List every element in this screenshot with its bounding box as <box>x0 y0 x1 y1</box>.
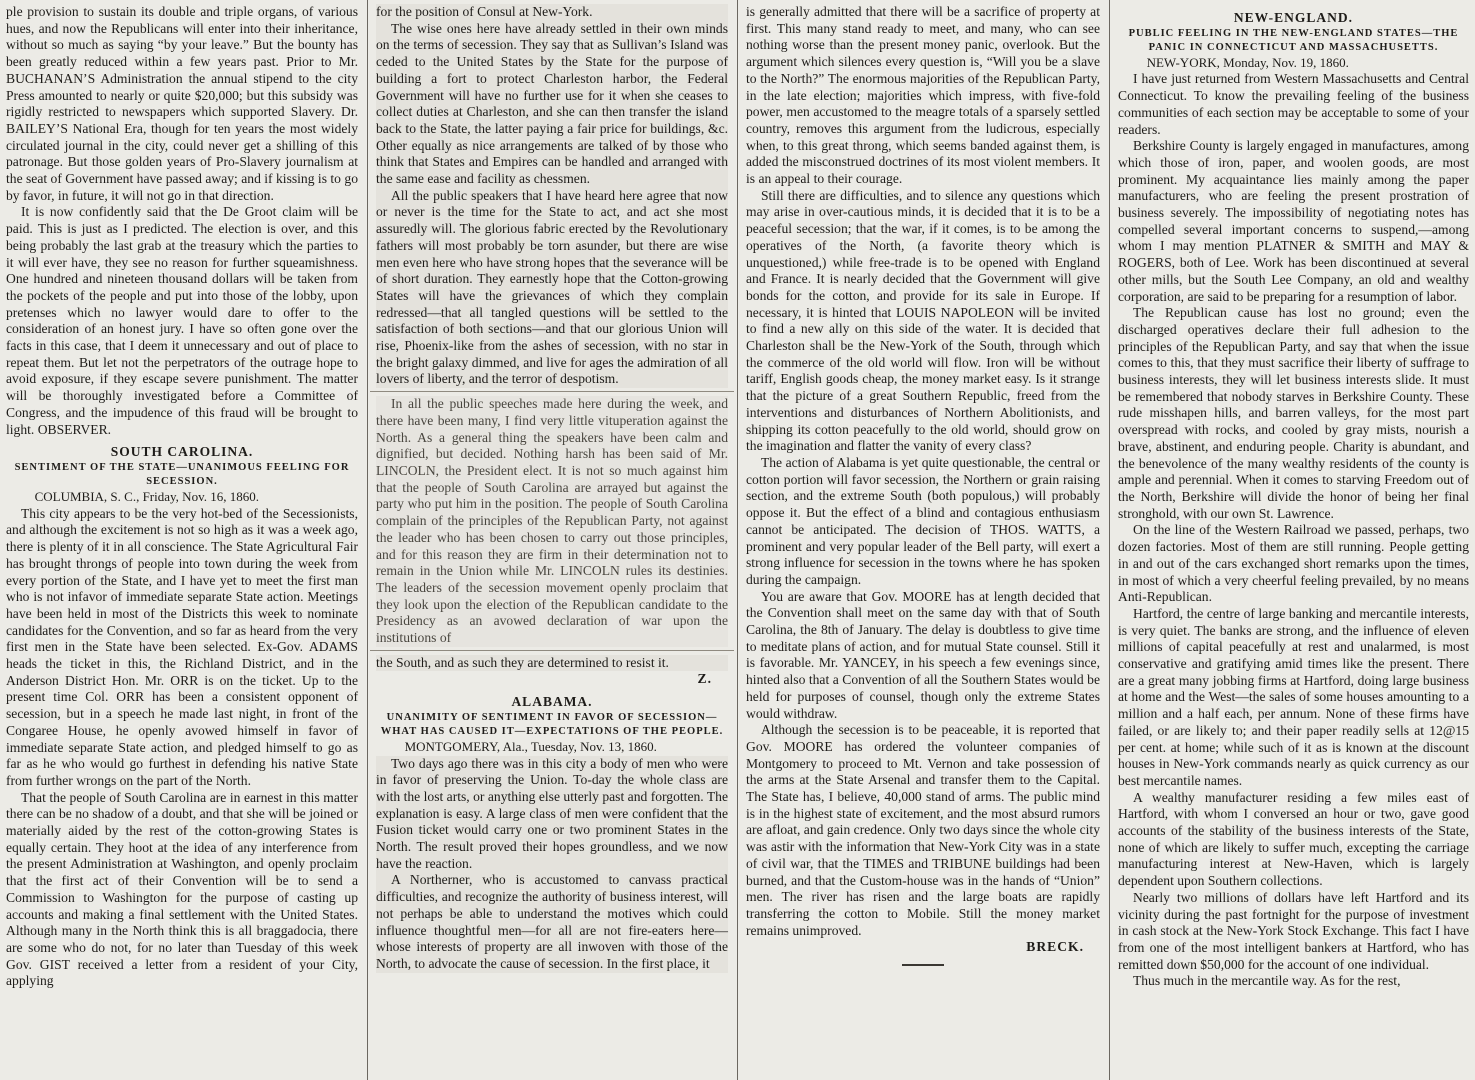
paragraph: The Republican cause has lost no ground; even the discharged operatives declare their full adhesion to the principles of the Republican Party, and say that when the issue comes to this, that they must sacrifice their liberty of suffrage to business interests, they will let business interests slide. It must be remembered that nobody starves in Berkshire County. These rude misshapen hills, and barren valleys, for the most part overspread with rocks, and cooled by gray mists, nourish a brave, abstinent, and enduring people. Charity is abundant, and the benevolence of the many wealthy residents of the county is ample and perennial. When it comes to starving Freedom out of the North, Berkshire will divide the honor of being her final stronghold, with our own St. Lawrence. <box>1118 305 1469 521</box>
section-subheadline: PUBLIC FEELING IN THE NEW-ENGLAND STATES—THE PANIC IN CONNECTICUT AND MASSACHUSETTS. <box>1128 27 1459 53</box>
paragraph: Although the secession is to be peaceable, it is reported that Gov. MOORE has ordered the volunteer companies of Montgomery to proceed to Mt. Vernon and take possession of the arms at the State Arsenal and transfer them to the Capital. The State has, I believe, 40,000 stand of arms. The public mind is in the highest state of excitement, and the most absurd rumors are afloat, and gain credence. Only two days since the whole city was astir with the information that New-York City was in a state of civil war, that the TIMES and TRIBUNE buildings had been burned, and that the Custom-house was in the hands of “Union” men. The river has risen and the large boats are rapidly transferring the cotton to Mobile. Still the money market remains unimproved. <box>746 722 1100 938</box>
section-headline: SOUTH CAROLINA. <box>110 444 254 460</box>
paragraph: the South, and as such they are determined to resist it. <box>376 655 728 672</box>
clipping-seam <box>370 391 734 392</box>
paragraph: That the people of South Carolina are in earnest in this matter there can be no shadow of a doubt, and that she will be joined or materially aided by the rest of the cotton-growing States is equally certain. They hoot at the idea of any interference from the present Administration at Washington, and openly proclaim that the first act of their Convention will be to send a Commission to Washington for the purpose of casting up accounts and making a final settlement with the United States. Although many in the North think this is all braggadocia, there are some who do not, for no later than Tuesday of this week Gov. GIST received a letter from a resident of your City, applying <box>6 789 358 989</box>
paragraph: The wise ones here have already settled in their own minds on the terms of secession. They say that as Sullivan’s Island was ceded to the United States by the State for the purpose of building a fort to protect Charleston harbor, the Federal Government will have no further use for it when she ceases to collect duties at Charleston, and she can then transfer the island back to the State, the latter paying a fair price for buildings, &c. Other equally as nice arrangements are talked of by those who think that States and Empires can be handled and arranged with the same ease and facility as chessmen. <box>376 20 728 187</box>
column-rule-1 <box>367 0 368 1080</box>
signature: Z. <box>697 671 712 687</box>
paragraph: is generally admitted that there will be a sacrifice of property at first. This many stand ready to meet, and many, who can see nothing worse than the present money panic, overlook. But the argument which silences every question is, “Will you be a slave to the North?” The enormous majorities of the Republican Party, in the late election; majorities which impress, with five-fold power, men accustomed to the meagre totals of a sparsely settled country, removes this argument from the ludicrous, especially when, to this great throng, which seems banded against them, is added the misconstrued doctrines of its most violent members. It is an appeal to their courage. <box>746 4 1100 187</box>
paragraph: A Northerner, who is accustomed to canvass practical difficulties, and recognize the authority of business interest, will not perhaps be able to understand the motives which could influence thoughtful men—for all are not fire-eaters here—whose interests of property are all inwoven with those of the North, to advocate the cause of secession. In the first place, it <box>376 872 728 971</box>
dateline: COLUMBIA, S. C., Friday, Nov. 16, 1860. <box>34 488 259 504</box>
paragraph: for the position of Consul at New-York. <box>376 4 728 21</box>
clipping-seam <box>370 650 734 651</box>
paragraph: I have just returned from Western Massachusetts and Central Connecticut. To know the prevailing feeling of the business communities of each section may be acceptable to some of your readers. <box>1118 71 1469 137</box>
dateline: NEW-YORK, Monday, Nov. 19, 1860. <box>1146 54 1349 70</box>
column-1 <box>0 0 364 1080</box>
section-divider <box>902 964 944 966</box>
signature: BRECK. <box>1026 939 1084 955</box>
paragraph: Thus much in the mercantile way. As for the rest, <box>1132 973 1401 989</box>
dateline: MONTGOMERY, Ala., Tuesday, Nov. 13, 1860. <box>404 738 657 754</box>
section-subheadline: UNANIMITY OF SENTIMENT IN FAVOR OF SECESSION—WHAT HAS CAUSED IT—EXPECTATIONS OF THE PEOPLE. <box>380 711 724 737</box>
paragraph: You are aware that Gov. MOORE has at length decided that the Convention shall meet on the same day with that of South Carolina, the 8th of January. The delay is doubtless to give time to meditate plans of action, and for mutual State counsel. Still it is favorable. Mr. YANCEY, in his speech a few evenings since, hinted also that a Convention of all the Southern States would be held for purposes of counsel, though only the extreme States would withdraw. <box>746 588 1100 721</box>
paragraph: Two days ago there was in this city a body of men who were in favor of preserving the Union. To-day the whole class are with the lost arts, or anything else utterly past and forgotten. The explanation is easy. A large class of men were confident that the Fusion ticket would carry one or two prominent States in the North. The result proved their hopes groundless, and we now have the reaction. <box>376 755 728 871</box>
column-3 <box>740 0 1106 1080</box>
column-rule-2 <box>737 0 738 1080</box>
section-headline: ALABAMA. <box>511 694 593 710</box>
column-4 <box>1112 0 1475 1080</box>
paragraph: Berkshire County is largely engaged in manufactures, among which those of iron, paper, and woolen goods, are most prominent. My acquaintance lies mainly among the paper manufacturers, who are feeling the present prostration of business severely. The impossibility of negotiating notes has compelled several important concerns to suspend,—among whom I may mention PLATNER & SMITH and MAY & ROGERS, both of Lee. Work has been discontinued at several other mills, but the South Lee Company, an old and wealthy corporation, are said to be preparing for a resumption of labor. <box>1118 138 1469 304</box>
section-subheadline: SENTIMENT OF THE STATE—UNANIMOUS FEELING FOR SECESSION. <box>14 461 350 487</box>
paragraph: On the line of the Western Railroad we passed, perhaps, two dozen factories. Most of them are still running. People getting in and out of the cars exchanged short remarks upon the times, in most of which a very cheerful feeling prevailed, by no means Anti-Republican. <box>1118 522 1469 605</box>
paragraph: The action of Alabama is yet quite questionable, the central or cotton portion will favor secession, the Northern or grain raising section, and the extreme South (both populous,) will probably oppose it. But the effect of a blind and contagious enthusiasm cannot be anticipated. The decision of THOS. WATTS, a prominent and very popular leader of the Bell party, will exert a strong influence for secession in the towns where he has spoken during the campaign. <box>746 454 1100 587</box>
paragraph: ple provision to sustain its double and triple organs, of various hues, and now the Republicans will enter into their inheritance, without so much as saying “by your leave.” But the bounty has been greatly reduced within a few years past. Prior to Mr. BUCHANAN’S Administration the annual stipend to the city Press amounted to nearly or quite $20,000; but this subsidy was rigidly restricted to newspapers which supported Slavery. Dr. BAILEY’S National Era, though for ten years the most widely circulated journal in the city, could never get a shilling of this patronage. But those golden years of Pro-Slavery journalism at the seat of Government have passed away; and if kissing is to go by favor, in future, it will not go in that direction. <box>6 4 358 203</box>
section-headline: NEW-ENGLAND. <box>1233 10 1354 25</box>
paragraph: Still there are difficulties, and to silence any questions which may arise in over-cautious minds, it is decided that it is to be a peaceful secession; that the war, if it comes, is to be among the operatives of the North, (a favorite theory which is unquestioned,) while free-trade is to be opened with England and France. It is nearly decided that the Government will give bonds for the cotton, and provide for its sale in Europe. If necessary, it is hinted that LOUIS NAPOLEON will be invited to find a new ally on this side of the water. It is decided that Charleston shall be the New-York of the South, through which the commerce of the old world will flow. Iron will be without tariff, English goods cheap, the money market easy. Is it strange that the picture of a great Southern Republic, freed from the interventions and disturbances of Northern Abolitionists, and shipping its cotton peacefully to the old world, should grow on the imagination and flatter the vanity of every class? <box>746 187 1100 454</box>
paragraph: In all the public speeches made here during the week, and there have been many, I find very little vituperation against the North. As a general thing the speakers have been calm and dignified, but decided. Nothing harsh has been said of Mr. LINCOLN, the President elect. It is not so much against him that the people of South Carolina are arrayed but against the party who put him in the position. The people of South Carolina complain of the principles of the Republican Party, not against the leader who has been chosen to carry out those principles, and for this reason they are firm in their determination not to remain in the Union while Mr. LINCOLN rules its destinies. The leaders of the secession movement openly proclaim that they look upon the election of the Republican candidate to the Presidency as an avowed declaration of war upon the institutions of <box>376 396 728 646</box>
paragraph: Nearly two millions of dollars have left Hartford and its vicinity during the past fortnight for the purpose of investment in cash stock at the New-York Stock Exchange. This fact I have from one of the most intelligent bankers at Hartford, who has remitted down $50,000 for the account of one individual. <box>1118 889 1469 972</box>
column-rule-3 <box>1109 0 1110 1080</box>
paragraph: Hartford, the centre of large banking and mercantile interests, is very quiet. The banks are strong, and the influence of eleven millions of capital peacefully at rest and unalarmed, is most conservative and gratifying amid times like the present. There are a great many jobbing firms at Hartford, doing large business at home and the West—the sales of some houses amounting to a million and a half each, per annum. None of these firms have failed, or are likely to; and their paper readily sells at 12@15 per cent. at home; while such of it as is known at the discount houses in New-York commands nearly as quick currency as our best mercantile names. <box>1118 605 1469 788</box>
paragraph: All the public speakers that I have heard here agree that now or never is the time for the State to act, and act she most assuredly will. The glorious fabric erected by the Revolutionary fathers will most probably be torn asunder, but there are wise men even here who have strong hopes that the severance will be of short duration. They earnestly hope that the Cotton-growing States will have the grievances of which they complain redressed—that all tangled questions will be settled to the satisfaction of both sections—and that our glorious Union will rise, Phoenix-like from the ashes of secession, with no star in the bright galaxy dimmed, and live for ages the admiration of all lovers of liberty, and the terror of despotism. <box>376 187 728 387</box>
column-2 <box>370 0 734 1080</box>
paragraph: A wealthy manufacturer residing a few miles east of Hartford, with whom I conversed an hour or two, gave good accounts of the stability of the business interests of the State, none of which are likely to suffer much, excepting the carriage manufacturing interest at New-Haven, which is largely dependent upon Southern collections. <box>1118 789 1469 889</box>
paragraph: This city appears to be the very hot-bed of the Secessionists, and although the excitement is not so high as it was a week ago, there is plenty of it in all conscience. The State Agricultural Fair has brought throngs of people into town during the week from every portion of the State, and I have yet to meet the first man who is not infavor of immediate separate State action. Meetings have been held in most of the Districts this week to nominate candidates for the Convention, and so far as heard from the very first men in the State have been selected. Ex-Gov. ADAMS heads the ticket in this, the Richland District, and in the Anderson District Hon. Mr. ORR is on the ticket. Up to the present time Col. ORR has been a consistent opponent of secession, but in a speech he made last night, in front of the Congaree House, he openly avowed himself in favor of immediate separate State action, and pledged himself to go as far as he who would go furthest in defending his native State from further wrongs on the part of the North. <box>6 505 358 788</box>
paragraph: It is now confidently said that the De Groot claim will be paid. This is just as I predicted. The election is over, and this being probably the last grab at the treasury which the parties to it will ever have, they see no reason for further squeamishness. One hundred and nineteen thousand dollars will be taken from the pockets of the people and put into those of the lobby, upon pretenses which no lawyer would dare to offer to the consideration of an honest jury. I have so often gone over the facts in this case, that I deem it unnecessary and out of place to repeat them. But let not the perpetrators of the outrage hope to avoid exposure, if they escape severe punishment. The matter will be thoroughly investigated before a Committee of Congress, and the impudence of this fraud will be brought to light. OBSERVER. <box>6 204 358 437</box>
